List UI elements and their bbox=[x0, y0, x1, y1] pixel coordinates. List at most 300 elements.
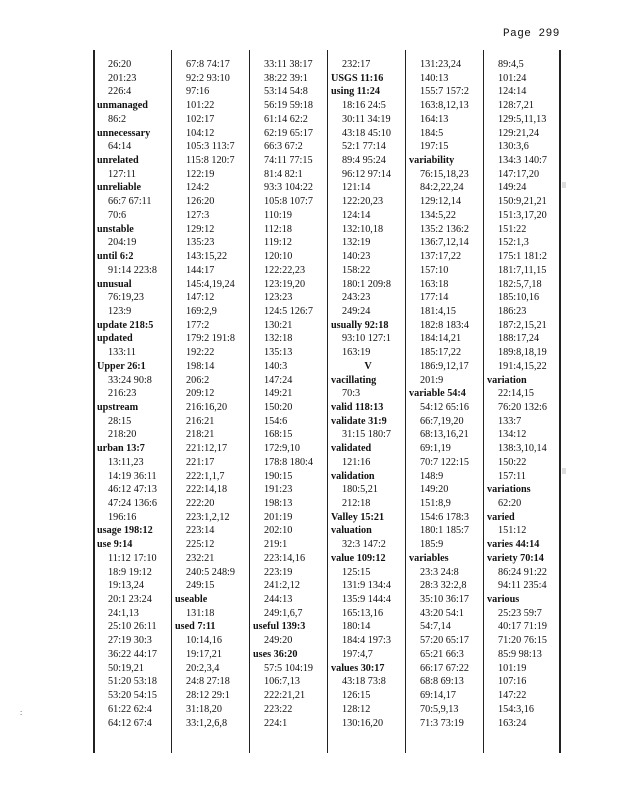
page-reference: 70:3 bbox=[342, 388, 361, 400]
index-term: unnecessary bbox=[97, 127, 151, 139]
page-reference: 128:7,21 bbox=[498, 100, 534, 112]
page-reference: 204:19 bbox=[108, 237, 137, 249]
page-reference: 13:11,23 bbox=[108, 456, 144, 468]
page-reference: 123:23 bbox=[264, 292, 293, 304]
index-term: usually 92:18 bbox=[331, 319, 389, 331]
page-reference: 155:7 157:2 bbox=[420, 86, 469, 98]
page-reference: 184:5 bbox=[420, 127, 444, 139]
column-divider bbox=[405, 50, 406, 753]
page-reference: 186:9,12,17 bbox=[420, 360, 469, 372]
page-reference: 27:19 30:3 bbox=[108, 635, 152, 647]
page-reference: 134:12 bbox=[498, 429, 527, 441]
page-reference: 175:1 181:2 bbox=[498, 251, 547, 263]
index-term: upstream bbox=[97, 401, 139, 413]
page-reference: 164:13 bbox=[420, 113, 449, 125]
page-reference: 218:21 bbox=[186, 429, 215, 441]
page-reference: 19:17,21 bbox=[186, 648, 222, 660]
binding-hole bbox=[562, 468, 566, 474]
index-term: USGS 11:16 bbox=[331, 72, 384, 84]
page-reference: 105:8 107:7 bbox=[264, 196, 313, 208]
page-reference: 185:17,22 bbox=[420, 347, 462, 359]
page-reference: 65:21 66:3 bbox=[420, 648, 464, 660]
page-reference: 232:17 bbox=[342, 59, 371, 70]
page-reference: 66:7 67:11 bbox=[108, 196, 152, 208]
page-reference: 140:13 bbox=[420, 72, 449, 84]
page-reference: 222:21,21 bbox=[264, 690, 306, 702]
page-reference: 129:5,11,13 bbox=[498, 113, 547, 125]
page-reference: 25:10 26:11 bbox=[108, 621, 157, 633]
index-term: using 11:24 bbox=[331, 86, 380, 98]
page-reference: 191:23 bbox=[264, 484, 293, 496]
page-reference: 121:14 bbox=[342, 182, 371, 194]
page-reference: 249:1,6,7 bbox=[264, 607, 303, 619]
page-reference: 31:18,20 bbox=[186, 703, 222, 715]
page-reference: 62:20 bbox=[498, 498, 522, 509]
page-reference: 201:23 bbox=[108, 72, 137, 84]
page-reference: 180:1 185:7 bbox=[420, 525, 469, 537]
page-reference: 126:15 bbox=[342, 690, 371, 702]
page-reference: 56:19 59:18 bbox=[264, 100, 313, 112]
page-reference: 120:10 bbox=[264, 251, 293, 263]
page-reference: 185:10,16 bbox=[498, 292, 540, 304]
page-reference: 28:3 32:2,8 bbox=[420, 580, 467, 592]
page-reference: 61:14 62:2 bbox=[264, 113, 308, 125]
index-term: uses 36:20 bbox=[253, 648, 298, 660]
page-reference: 33:1,2,6,8 bbox=[186, 717, 228, 729]
page-reference: 96:12 97:14 bbox=[342, 168, 391, 180]
page-reference: 131:9 134:4 bbox=[342, 580, 391, 592]
margin-mark: : bbox=[20, 708, 23, 717]
index-column-2 bbox=[175, 58, 249, 730]
page-reference: 33:24 90:8 bbox=[108, 374, 152, 386]
index-term: valid 118:13 bbox=[331, 401, 384, 413]
page-reference: 180:5,21 bbox=[342, 484, 378, 496]
page-reference: 188:17,24 bbox=[498, 333, 540, 345]
index-column-3 bbox=[253, 58, 327, 730]
page-reference: 110:19 bbox=[264, 209, 292, 221]
page-reference: 40:17 71:19 bbox=[498, 621, 547, 633]
index-column-1 bbox=[97, 58, 171, 730]
page-reference: 158:22 bbox=[342, 264, 371, 276]
page-reference: 179:2 191:8 bbox=[186, 333, 235, 345]
page-reference: 180:14 bbox=[342, 621, 371, 633]
page-reference: 43:18 45:10 bbox=[342, 127, 391, 139]
index-term: validation bbox=[331, 470, 375, 482]
page-reference: 135:23 bbox=[186, 237, 215, 249]
page-reference: 69:1,19 bbox=[420, 443, 451, 455]
page-reference: 172:9,10 bbox=[264, 443, 300, 455]
page-reference: 243:23 bbox=[342, 292, 371, 304]
page-reference: 163:8,12,13 bbox=[420, 100, 469, 112]
page-reference: 71:3 73:19 bbox=[420, 717, 464, 729]
page-reference: 132:18 bbox=[264, 333, 293, 345]
index-term: Valley 15:21 bbox=[331, 511, 385, 523]
page-reference: 135:13 bbox=[264, 347, 293, 359]
page-reference: 150:22 bbox=[498, 456, 527, 468]
page-reference: 46:12 47:13 bbox=[108, 484, 157, 496]
page-reference: 163:18 bbox=[420, 278, 449, 290]
page-reference: 144:17 bbox=[186, 264, 215, 276]
page-reference: 105:3 113:7 bbox=[186, 141, 235, 153]
index-term: validated bbox=[331, 443, 372, 455]
page-reference: 216:21 bbox=[186, 415, 215, 427]
index-term: unstable bbox=[97, 223, 134, 235]
page-reference: 147:24 bbox=[264, 374, 293, 386]
page-reference: 89:4 95:24 bbox=[342, 155, 386, 167]
page-reference: 147:17,20 bbox=[498, 168, 540, 180]
page-reference: 25:23 59:7 bbox=[498, 607, 542, 619]
page-reference: 66:7,19,20 bbox=[420, 415, 464, 427]
page-reference: 74:11 77:15 bbox=[264, 155, 313, 167]
page-reference: 19:13,24 bbox=[108, 580, 144, 592]
page-reference: 94:11 235:4 bbox=[498, 580, 547, 592]
page-reference: 154:6 178:3 bbox=[420, 511, 469, 523]
page-reference: 51:20 53:18 bbox=[108, 676, 157, 688]
page-reference: 54:7,14 bbox=[420, 621, 451, 633]
page-reference: 24:8 27:18 bbox=[186, 676, 230, 688]
page-reference: 68:13,16,21 bbox=[420, 429, 469, 441]
page-reference: 154:3,16 bbox=[498, 703, 534, 715]
page-reference: 221:17 bbox=[186, 456, 215, 468]
page-reference: 64:14 bbox=[108, 141, 132, 153]
page-reference: 140:3 bbox=[264, 360, 288, 372]
page-reference: 32:3 147:2 bbox=[342, 539, 386, 551]
page-reference: 28:12 29:1 bbox=[186, 690, 230, 702]
page-reference: 115:8 120:7 bbox=[186, 155, 235, 167]
page-reference: 129:12,14 bbox=[420, 196, 462, 208]
page-reference: 148:9 bbox=[420, 470, 444, 482]
page-reference: 76:19,23 bbox=[108, 292, 144, 304]
page-reference: 70:7 122:15 bbox=[420, 456, 469, 468]
page-reference: 128:12 bbox=[342, 703, 371, 715]
page-reference: 18:9 19:12 bbox=[108, 566, 152, 578]
page-reference: 70:6 bbox=[108, 209, 127, 221]
page-reference: 178:8 180:4 bbox=[264, 456, 313, 468]
page-reference: 134:3 140:7 bbox=[498, 155, 547, 167]
page-reference: 191:4,15,22 bbox=[498, 360, 547, 372]
page-reference: 147:12 bbox=[186, 292, 215, 304]
page-reference: 101:22 bbox=[186, 100, 215, 112]
page-reference: 241:2,12 bbox=[264, 580, 300, 592]
page-reference: 135:9 144:4 bbox=[342, 594, 391, 606]
page-reference: 224:1 bbox=[264, 717, 288, 729]
index-term: unmanaged bbox=[97, 100, 148, 112]
page-reference: 18:16 24:5 bbox=[342, 100, 386, 112]
page-reference: 69:14,17 bbox=[420, 690, 456, 702]
page-reference: 163:19 bbox=[342, 347, 371, 359]
page-reference: 147:22 bbox=[498, 690, 527, 702]
page-reference: 102:17 bbox=[186, 113, 215, 125]
index-term: until 6:2 bbox=[97, 251, 134, 263]
column-divider bbox=[171, 50, 172, 753]
page-reference: 124:2 bbox=[186, 182, 210, 194]
page-reference: 57:5 104:19 bbox=[264, 662, 313, 674]
page-reference: 43:18 73:8 bbox=[342, 676, 386, 688]
page-reference: 249:15 bbox=[186, 580, 215, 592]
section-letter: V bbox=[364, 360, 372, 372]
page-reference: 145:4,19,24 bbox=[186, 278, 235, 290]
index-term: unrelated bbox=[97, 155, 139, 167]
page-reference: 28:15 bbox=[108, 415, 132, 427]
page-reference: 123:9 bbox=[108, 305, 132, 317]
page-reference: 150:9,21,21 bbox=[498, 196, 547, 208]
page-reference: 20:2,3,4 bbox=[186, 662, 220, 674]
page-number: Page 299 bbox=[503, 28, 560, 40]
index-term: update 218:5 bbox=[97, 319, 154, 331]
page-reference: 218:20 bbox=[108, 429, 137, 441]
page-reference: 43:20 54:1 bbox=[420, 607, 464, 619]
index-term: variables bbox=[409, 552, 449, 564]
frame-right-border bbox=[559, 50, 561, 753]
page-reference: 62:19 65:17 bbox=[264, 127, 313, 139]
index-term: unreliable bbox=[97, 182, 141, 194]
index-term: updated bbox=[97, 333, 133, 345]
page-reference: 85:9 98:13 bbox=[498, 648, 542, 660]
page-reference: 198:13 bbox=[264, 498, 293, 509]
page-reference: 130:21 bbox=[264, 319, 293, 331]
page-reference: 122:19 bbox=[186, 168, 215, 180]
index-term: varies 44:14 bbox=[487, 539, 540, 551]
page-reference: 119:12 bbox=[264, 237, 292, 249]
page-reference: 130:3,6 bbox=[498, 141, 529, 153]
page-reference: 197:15 bbox=[420, 141, 449, 153]
page-reference: 163:24 bbox=[498, 717, 527, 729]
page-reference: 225:12 bbox=[186, 539, 215, 551]
page-reference: 189:8,18,19 bbox=[498, 347, 547, 359]
page-reference: 222:20 bbox=[186, 498, 215, 509]
page-reference: 124:14 bbox=[498, 86, 527, 98]
page-reference: 177:2 bbox=[186, 319, 210, 331]
page-reference: 149:24 bbox=[498, 182, 527, 194]
page-reference: 223:22 bbox=[264, 703, 293, 715]
page-reference: 201:19 bbox=[264, 511, 293, 523]
page-reference: 122:20,23 bbox=[342, 196, 384, 208]
page-reference: 134:5,22 bbox=[420, 209, 456, 221]
index-term: variation bbox=[487, 374, 527, 386]
page-reference: 93:10 127:1 bbox=[342, 333, 391, 345]
page-reference: 132:19 bbox=[342, 237, 371, 249]
page-reference: 154:6 bbox=[264, 415, 288, 427]
page-reference: 10:14,16 bbox=[186, 635, 222, 647]
page-reference: 151:3,17,20 bbox=[498, 209, 547, 221]
page-reference: 101:19 bbox=[498, 662, 527, 674]
index-term: variety 70:14 bbox=[487, 552, 544, 564]
page-reference: 240:5 248:9 bbox=[186, 566, 235, 578]
page-reference: 222:1,1,7 bbox=[186, 470, 225, 482]
page-reference: 150:20 bbox=[264, 401, 293, 413]
index-term: urban 13:7 bbox=[97, 443, 145, 455]
page-reference: 11:12 17:10 bbox=[108, 552, 157, 564]
page-reference: 61:22 62:4 bbox=[108, 703, 152, 715]
page-reference: 66:17 67:22 bbox=[420, 662, 469, 674]
index-column-6 bbox=[487, 58, 557, 730]
page-reference: 14:19 36:11 bbox=[108, 470, 157, 482]
page-reference: 192:22 bbox=[186, 347, 215, 359]
page-reference: 123:19,20 bbox=[264, 278, 306, 290]
page-reference: 86:2 bbox=[108, 113, 127, 125]
page-reference: 226:4 bbox=[108, 86, 132, 98]
page-reference: 131:23,24 bbox=[420, 59, 462, 70]
page-reference: 223:19 bbox=[264, 566, 293, 578]
page-reference: 184:14,21 bbox=[420, 333, 462, 345]
page-reference: 219:1 bbox=[264, 539, 288, 551]
index-term: varied bbox=[487, 511, 515, 523]
page-reference: 112:18 bbox=[264, 223, 292, 235]
page-reference: 107:16 bbox=[498, 676, 527, 688]
page-reference: 186:23 bbox=[498, 305, 527, 317]
page-reference: 81:4 82:1 bbox=[264, 168, 303, 180]
page-reference: 71:20 76:15 bbox=[498, 635, 547, 647]
page-reference: 223:1,2,12 bbox=[186, 511, 230, 523]
page-reference: 47:24 136:6 bbox=[108, 498, 157, 509]
page-reference: 133:7 bbox=[498, 415, 522, 427]
page-reference: 223:14,16 bbox=[264, 552, 306, 564]
page-reference: 182:5,7,18 bbox=[498, 278, 542, 290]
page-reference: 190:15 bbox=[264, 470, 293, 482]
page-reference: 84:2,22,24 bbox=[420, 182, 464, 194]
page-reference: 181:7,11,15 bbox=[498, 264, 547, 276]
page-reference: 198:14 bbox=[186, 360, 215, 372]
index-term: various bbox=[487, 594, 520, 606]
index-term: values 30:17 bbox=[331, 662, 385, 674]
page-reference: 101:24 bbox=[498, 72, 527, 84]
index-term: vacillating bbox=[331, 374, 377, 386]
index-term: validate 31:9 bbox=[331, 415, 387, 427]
page-reference: 124:14 bbox=[342, 209, 371, 221]
page-reference: 216:16,20 bbox=[186, 401, 228, 413]
page-reference: 127:11 bbox=[108, 168, 136, 180]
page-reference: 30:11 34:19 bbox=[342, 113, 391, 125]
page-reference: 126:20 bbox=[186, 196, 215, 208]
page-reference: 26:20 bbox=[108, 59, 132, 70]
page-reference: 222:14,18 bbox=[186, 484, 228, 496]
page-reference: 64:12 67:4 bbox=[108, 717, 152, 729]
page-reference: 130:16,20 bbox=[342, 717, 384, 729]
page-reference: 53:14 54:8 bbox=[264, 86, 308, 98]
page-reference: 181:4,15 bbox=[420, 305, 456, 317]
index-term: Upper 26:1 bbox=[97, 360, 146, 372]
page-reference: 165:13,16 bbox=[342, 607, 384, 619]
page-reference: 157:10 bbox=[420, 264, 449, 276]
page-reference: 180:1 209:8 bbox=[342, 278, 391, 290]
column-divider bbox=[327, 50, 328, 753]
index-term: variable 54:4 bbox=[409, 388, 466, 400]
page-reference: 92:2 93:10 bbox=[186, 72, 230, 84]
page-reference: 35:10 36:17 bbox=[420, 594, 469, 606]
page-reference: 202:10 bbox=[264, 525, 293, 537]
page-reference: 197:4,7 bbox=[342, 648, 373, 660]
page-reference: 187:2,15,21 bbox=[498, 319, 547, 331]
page-reference: 149:20 bbox=[420, 484, 449, 496]
page-reference: 106:7,13 bbox=[264, 676, 300, 688]
page-reference: 23:3 24:8 bbox=[420, 566, 459, 578]
index-term: variations bbox=[487, 484, 531, 496]
index-term: value 109:12 bbox=[331, 552, 386, 564]
page-reference: 127:3 bbox=[186, 209, 210, 221]
page-reference: 54:12 65:16 bbox=[420, 401, 469, 413]
page-reference: 89:4,5 bbox=[498, 59, 524, 70]
page-reference: 136:7,12,14 bbox=[420, 237, 469, 249]
page-reference: 196:16 bbox=[108, 511, 137, 523]
page-reference: 209:12 bbox=[186, 388, 215, 400]
page-reference: 169:2,9 bbox=[186, 305, 217, 317]
page-reference: 131:18 bbox=[186, 607, 215, 619]
page-reference: 151:8,9 bbox=[420, 498, 451, 509]
page-reference: 68:8 69:13 bbox=[420, 676, 464, 688]
page-reference: 93:3 104:22 bbox=[264, 182, 313, 194]
page-reference: 76:15,18,23 bbox=[420, 168, 469, 180]
page-reference: 168:15 bbox=[264, 429, 293, 441]
page-reference: 52:1 77:14 bbox=[342, 141, 386, 153]
column-divider bbox=[249, 50, 250, 753]
page-reference: 132:10,18 bbox=[342, 223, 384, 235]
page-reference: 20:1 23:24 bbox=[108, 594, 152, 606]
page-reference: 129:21,24 bbox=[498, 127, 540, 139]
binding-hole bbox=[562, 182, 566, 188]
index-term: useful 139:3 bbox=[253, 621, 306, 633]
index-term: usage 198:12 bbox=[97, 525, 153, 537]
page-reference: 33:11 38:17 bbox=[264, 59, 313, 70]
index-term: variability bbox=[409, 155, 455, 167]
index-column-5 bbox=[409, 58, 483, 730]
frame-left-border bbox=[93, 50, 95, 753]
page-reference: 149:21 bbox=[264, 388, 293, 400]
page-reference: 140:23 bbox=[342, 251, 371, 263]
page-reference: 244:13 bbox=[264, 594, 293, 606]
page-reference: 70:5,9,13 bbox=[420, 703, 459, 715]
page-reference: 157:11 bbox=[498, 470, 526, 482]
index-term: valuation bbox=[331, 525, 372, 537]
page-reference: 185:9 bbox=[420, 539, 444, 551]
page-reference: 182:8 183:4 bbox=[420, 319, 469, 331]
page-reference: 212:18 bbox=[342, 498, 371, 509]
index-term: used 7:11 bbox=[175, 621, 216, 633]
page-reference: 66:3 67:2 bbox=[264, 141, 303, 153]
page-reference: 137:17,22 bbox=[420, 251, 462, 263]
page-reference: 133:11 bbox=[108, 347, 136, 359]
page-reference: 76:20 132:6 bbox=[498, 401, 547, 413]
page-reference: 129:12 bbox=[186, 223, 215, 235]
page-reference: 151:12 bbox=[498, 525, 527, 537]
page-reference: 223:14 bbox=[186, 525, 215, 537]
page-reference: 249:20 bbox=[264, 635, 293, 647]
page-reference: 138:3,10,14 bbox=[498, 443, 547, 455]
page-reference: 53:20 54:15 bbox=[108, 690, 157, 702]
index-page-frame bbox=[93, 50, 561, 753]
page-reference: 121:16 bbox=[342, 456, 371, 468]
page-reference: 67:8 74:17 bbox=[186, 59, 230, 70]
page-reference: 232:21 bbox=[186, 552, 215, 564]
page-reference: 184:4 197:3 bbox=[342, 635, 391, 647]
page-reference: 36:22 44:17 bbox=[108, 648, 157, 660]
page-reference: 31:15 180:7 bbox=[342, 429, 391, 441]
page-reference: 24:1,13 bbox=[108, 607, 139, 619]
page-reference: 177:14 bbox=[420, 292, 449, 304]
page-reference: 124:5 126:7 bbox=[264, 305, 313, 317]
page-reference: 86:24 91:22 bbox=[498, 566, 547, 578]
page-reference: 50:19,21 bbox=[108, 662, 144, 674]
page-reference: 38:22 39:1 bbox=[264, 72, 308, 84]
page-reference: 151:22 bbox=[498, 223, 527, 235]
page-reference: 143:15,22 bbox=[186, 251, 228, 263]
page-reference: 22:14,15 bbox=[498, 388, 534, 400]
page-reference: 125:15 bbox=[342, 566, 371, 578]
page-reference: 249:24 bbox=[342, 305, 371, 317]
index-term: useable bbox=[175, 594, 208, 606]
page-reference: 135:2 136:2 bbox=[420, 223, 469, 235]
page-reference: 201:9 bbox=[420, 374, 444, 386]
page-reference: 221:12,17 bbox=[186, 443, 228, 455]
